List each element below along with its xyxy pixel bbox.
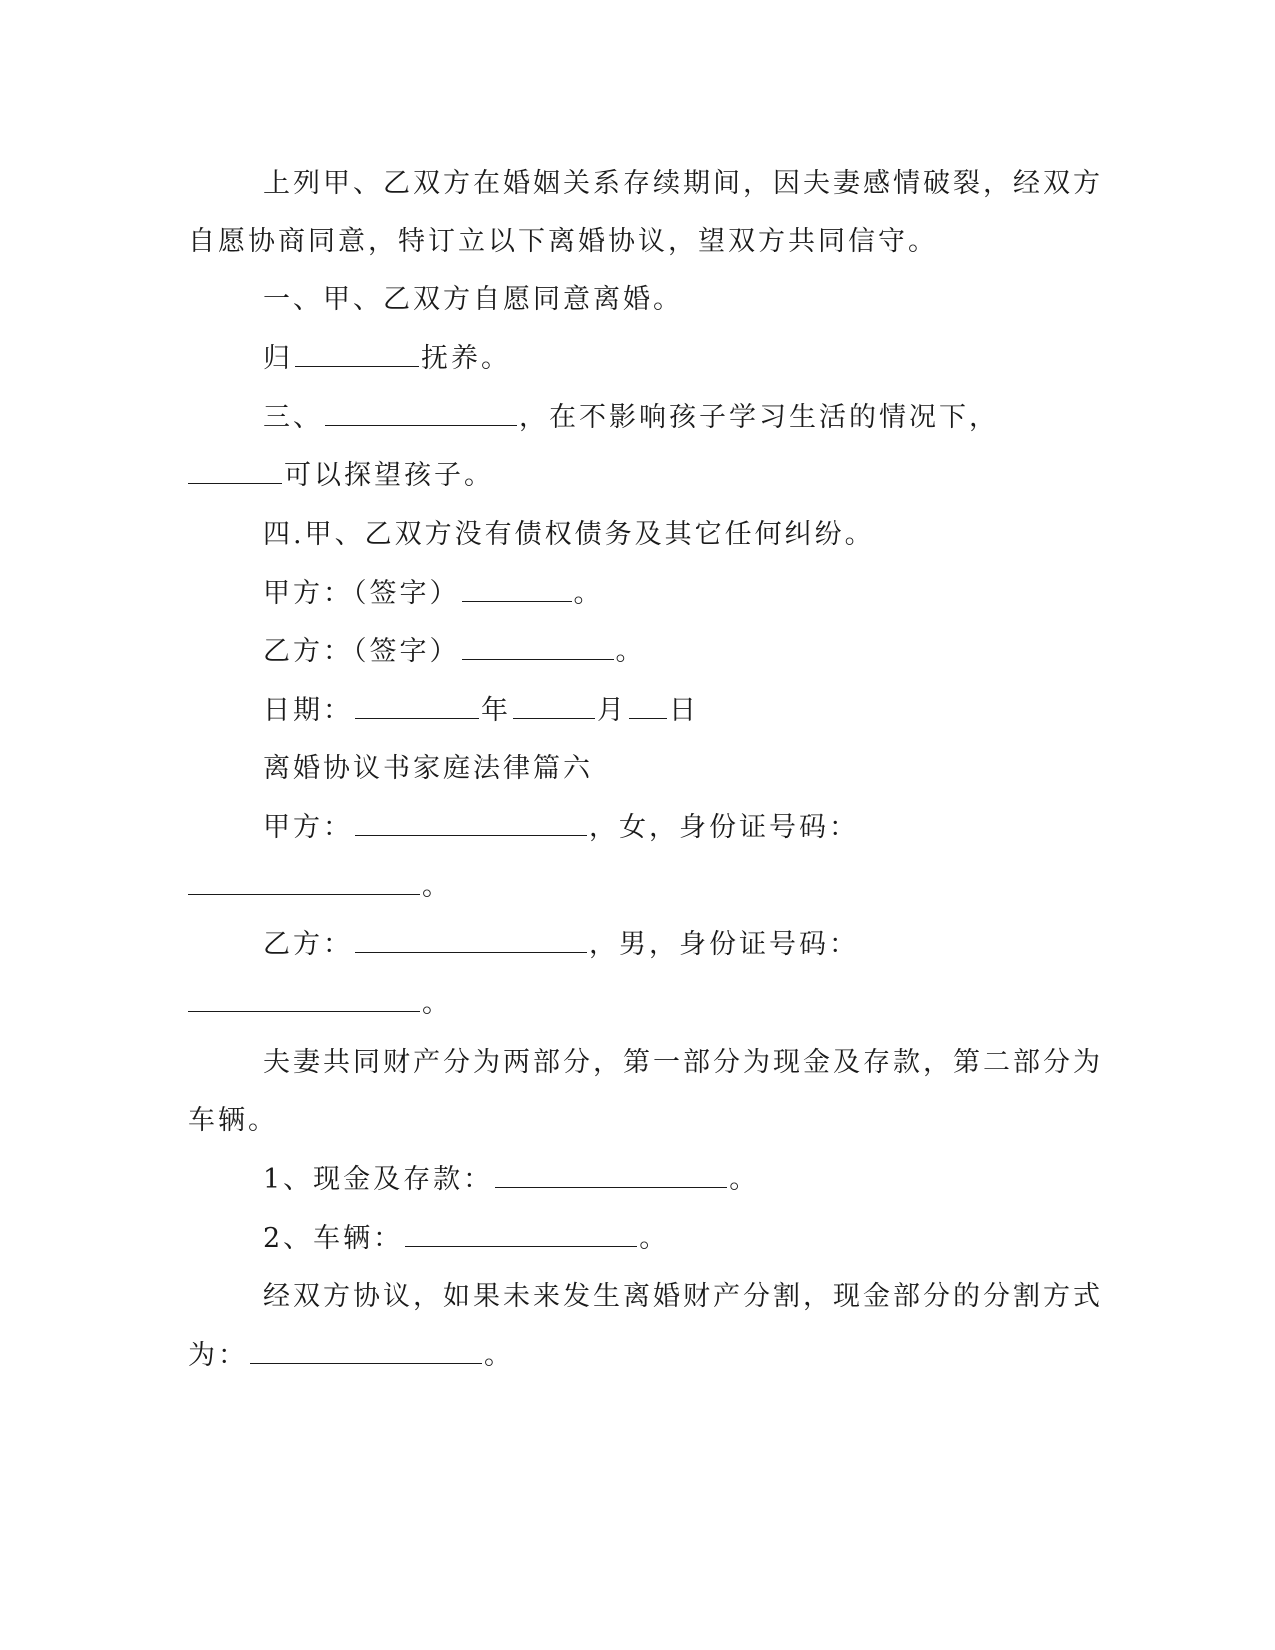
blank-field: [462, 635, 614, 660]
split-line1: [263, 1279, 1103, 1315]
blank-field: [405, 1222, 637, 1247]
clause-three-line2: [188, 458, 494, 494]
text: 甲方：: [263, 812, 353, 843]
text: 归: [263, 343, 293, 374]
party-b-line2: [188, 986, 452, 1022]
property-item-cash: [263, 1162, 759, 1198]
text: 。: [639, 1223, 670, 1254]
text: 三、: [263, 402, 323, 433]
text: 车辆。: [188, 1105, 278, 1136]
blank-field: [325, 401, 517, 426]
party-a-line1: [263, 810, 859, 846]
paragraph-intro-line1: [263, 166, 1103, 202]
property-line2: [188, 1103, 278, 1139]
text: 。: [615, 636, 646, 667]
clause-four: [263, 517, 875, 553]
signature-party-b: [263, 634, 646, 670]
clause-custody: [263, 341, 511, 377]
text: 甲方：（签字）: [263, 578, 460, 609]
text: 抚养。: [421, 343, 511, 374]
text: 乙方：: [263, 929, 353, 960]
party-a-line2: [188, 869, 452, 905]
blank-field: [495, 1163, 727, 1188]
party-b-line1: [263, 927, 859, 963]
text: 为：: [188, 1340, 248, 1371]
text: 。: [422, 988, 452, 1019]
signature-party-a: [263, 576, 604, 612]
blank-field: [629, 694, 667, 719]
text: 月: [597, 695, 627, 726]
text: 上列甲、乙双方在婚姻关系存续期间，因夫妻感情破裂，经双方: [263, 168, 1103, 199]
text: ，女，身份证号码：: [589, 812, 859, 843]
date-line: [263, 693, 699, 729]
clause-three-line1: [263, 400, 999, 436]
text: 离婚协议书家庭法律篇六: [263, 753, 593, 784]
text: 日期：: [263, 695, 353, 726]
property-item-vehicle: [263, 1221, 669, 1257]
blank-field: [355, 694, 479, 719]
text: 一、甲、乙双方自愿同意离婚。: [263, 284, 683, 315]
blank-field: [295, 342, 419, 367]
text: 1、现金及存款：: [263, 1164, 494, 1195]
blank-field: [188, 987, 420, 1012]
text: 可以探望孩子。: [284, 460, 494, 491]
blank-field: [355, 928, 587, 953]
text: 夫妻共同财产分为两部分，第一部分为现金及存款，第二部分为: [263, 1047, 1103, 1078]
text: 乙方：（签字）: [263, 636, 460, 667]
blank-field: [513, 694, 595, 719]
text: 经双方协议，如果未来发生离婚财产分割，现金部分的分割方式: [263, 1281, 1103, 1312]
blank-field: [462, 577, 572, 602]
paragraph-intro-line2: [188, 224, 938, 260]
text: 2、车辆：: [263, 1223, 404, 1254]
property-line1: [263, 1045, 1103, 1081]
split-line2: [188, 1338, 514, 1374]
clause-one: [263, 282, 683, 318]
blank-field: [355, 811, 587, 836]
text: 年: [481, 695, 511, 726]
text: 日: [669, 695, 699, 726]
text: 。: [573, 578, 604, 609]
section-title: [263, 751, 593, 787]
blank-field: [188, 459, 282, 484]
text: 。: [484, 1340, 514, 1371]
text: 。: [729, 1164, 760, 1195]
text: ，在不影响孩子学习生活的情况下，: [519, 402, 999, 433]
text: 自愿协商同意，特订立以下离婚协议，望双方共同信守。: [188, 226, 938, 257]
text: 。: [422, 871, 452, 902]
text: ，男，身份证号码：: [589, 929, 859, 960]
text: 四.甲、乙双方没有债权债务及其它任何纠纷。: [263, 519, 875, 550]
blank-field: [188, 870, 420, 895]
blank-field: [250, 1339, 482, 1364]
